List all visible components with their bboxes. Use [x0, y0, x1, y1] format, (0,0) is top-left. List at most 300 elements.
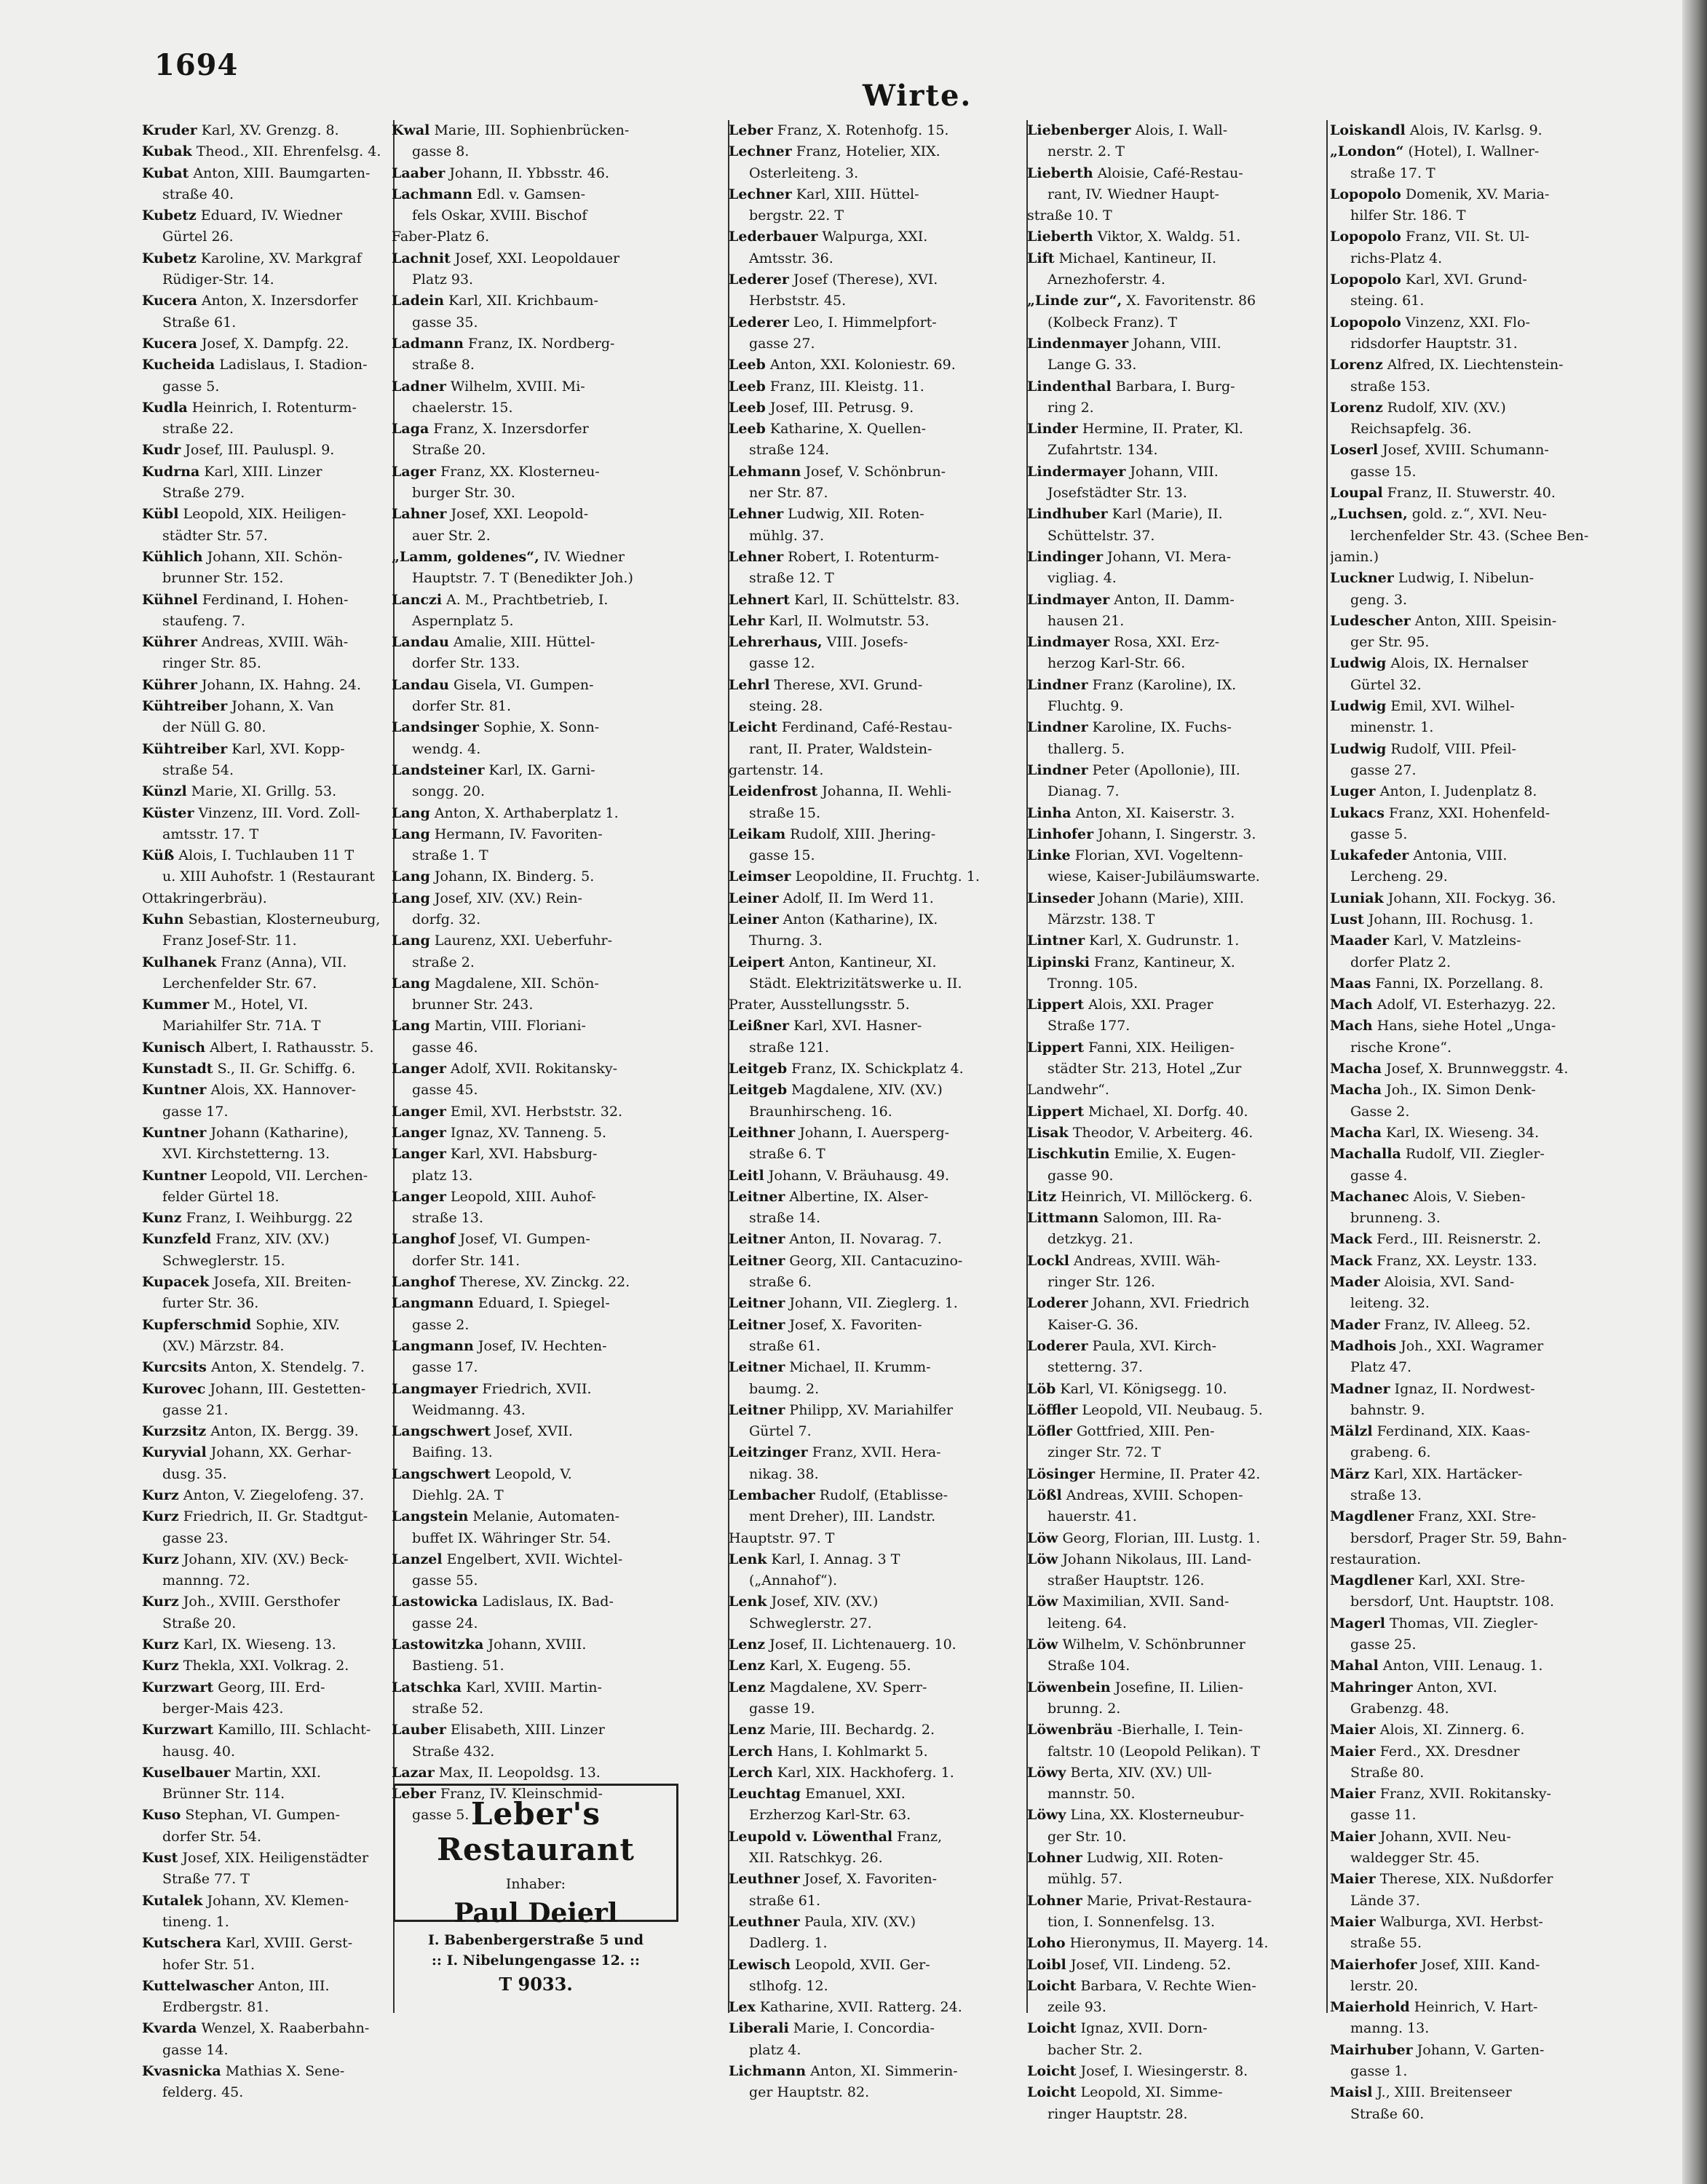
directory-columns: [142, 120, 1656, 2129]
entry-details: Anton, X. Inzersdorfer: [201, 293, 358, 309]
entry-details: Magdalene, XII. Schön-: [434, 975, 599, 992]
directory-entry: [729, 1741, 1023, 1762]
entry-continuation: dorfg. 32.: [412, 911, 481, 927]
entry-details: Hieronymus, II. Mayerg. 14.: [1069, 1935, 1269, 1952]
entry-details: Eduard, IV. Wiedner: [200, 207, 343, 224]
entry-continuation: nerstr. 2. T: [1047, 143, 1125, 160]
directory-entry: [1027, 952, 1321, 995]
directory-entry: [1330, 2082, 1624, 2125]
entry-surname: Maier: [1330, 1828, 1376, 1845]
entry-details: Alois, XI. Zinnerg. 6.: [1379, 1722, 1525, 1738]
entry-details: Franz, II. Stuwerstr. 40.: [1387, 485, 1556, 502]
entry-surname: Langhof: [392, 1231, 456, 1248]
entry-surname: Leiner: [729, 890, 779, 906]
entry-surname: Lift: [1027, 250, 1055, 266]
entry-continuation: hausen 21.: [1047, 612, 1125, 629]
entry-surname: Lenz: [729, 1679, 766, 1696]
entry-surname: Lembacher: [729, 1487, 815, 1503]
directory-entry: [1027, 1891, 1321, 1934]
entry-details: Franz, X. Rotenhofg. 15.: [777, 122, 949, 138]
entry-continuation: furter Str. 36.: [162, 1295, 259, 1312]
directory-entry: [1027, 333, 1321, 376]
entry-details: Alois, IV. Karlsg. 9.: [1409, 122, 1542, 138]
entry-details: Emanuel, XXI.: [805, 1786, 906, 1803]
entry-continuation: XVI. Kirchstetterng. 13.: [162, 1146, 330, 1163]
entry-details: Michael, II. Krumm-: [789, 1359, 931, 1376]
entry-details: Wilhelm, XVIII. Mi-: [450, 378, 585, 395]
entry-surname: Litz: [1027, 1188, 1057, 1205]
entry-surname: „Lamm, goldenes“,: [392, 548, 539, 565]
entry-details: Josef, XIV. (XV.): [771, 1594, 879, 1610]
entry-surname: Lorenz: [1330, 357, 1383, 373]
directory-entry: [392, 1677, 686, 1720]
entry-continuation: gasse 15.: [1350, 463, 1417, 480]
entry-surname: Mader: [1330, 1316, 1380, 1333]
entry-continuation: Platz 93.: [412, 272, 474, 288]
entry-surname: Leidenfrost: [729, 783, 818, 800]
entry-surname: Lastowicka: [392, 1594, 478, 1610]
entry-surname: Laga: [392, 421, 429, 438]
directory-entry: [1330, 1016, 1624, 1059]
entry-surname: Lopopolo: [1330, 186, 1401, 202]
entry-details: Alois, I. Wall-: [1135, 122, 1228, 138]
entry-surname: Löw: [1027, 1551, 1058, 1567]
directory-entry: [729, 1655, 1023, 1677]
directory-entry: [729, 1357, 1023, 1400]
entry-surname: Kuttelwascher: [142, 1977, 254, 1994]
entry-surname: Mader: [1330, 1274, 1380, 1291]
entry-details: Josef, XVII.: [495, 1423, 573, 1440]
entry-continuation: hilfer Str. 186. T: [1350, 207, 1466, 224]
entry-surname: Leitgeb: [729, 1061, 788, 1077]
entry-surname: Machalla: [1330, 1146, 1401, 1163]
entry-details: Magdalene, XIV. (XV.): [791, 1082, 943, 1099]
entry-surname: Lauber: [392, 1722, 446, 1738]
entry-details: Melanie, Automaten-: [472, 1508, 620, 1525]
entry-continuation: rant, II. Prater, Waldstein-: [749, 740, 932, 757]
entry-details: Hermine, II. Prater, Kl.: [1082, 421, 1243, 438]
directory-entry: [729, 1591, 1023, 1634]
entry-surname: Kust: [142, 1850, 178, 1867]
entry-details: Karl, XVI. Hasner-: [793, 1018, 922, 1034]
directory-entry: [1330, 355, 1624, 397]
entry-surname: Ludescher: [1330, 612, 1411, 629]
entry-continuation: rant, IV. Wiedner Haupt-: [1047, 186, 1219, 202]
entry-details: Martin, XXI.: [234, 1764, 321, 1781]
entry-surname: Leitner: [729, 1252, 785, 1269]
entry-surname: Leitgeb: [729, 1082, 788, 1099]
entry-details: Friedrich, XVII.: [482, 1380, 592, 1397]
entry-surname: Lenk: [729, 1551, 767, 1567]
entry-details: Leopold, XIII. Auhof-: [450, 1188, 596, 1205]
entry-continuation: ringer Hauptstr. 28.: [1047, 2105, 1188, 2122]
entry-details: Johann, XII. Fockyg. 36.: [1387, 890, 1556, 906]
entry-surname: Lischkutin: [1027, 1146, 1110, 1163]
entry-details: Laurenz, XXI. Ueberfuhr-: [434, 933, 613, 949]
entry-surname: Madhois: [1330, 1337, 1397, 1354]
directory-entry: [1330, 440, 1624, 483]
entry-surname: Leeb: [729, 421, 766, 438]
entry-continuation: Zufahrtstr. 134.: [1047, 442, 1158, 459]
directory-entry: [1330, 312, 1624, 355]
entry-surname: Leitner: [729, 1295, 785, 1312]
directory-entry: [392, 973, 686, 1016]
entry-surname: Leitner: [729, 1316, 785, 1333]
entry-details: Ferdinand, I. Hohen-: [202, 591, 349, 608]
entry-surname: Linseder: [1027, 890, 1095, 906]
entry-details: X. Favoritenstr. 86: [1126, 293, 1256, 309]
entry-details: Albert, I. Rathausstr. 5.: [210, 1039, 374, 1056]
directory-entry: [1330, 226, 1624, 269]
entry-surname: Kührer: [142, 634, 197, 651]
entry-surname: Langer: [392, 1103, 446, 1120]
entry-details: restauration.: [1330, 1551, 1422, 1567]
entry-surname: Ludwig: [1330, 698, 1387, 715]
column-3: [729, 120, 1023, 2129]
entry-details: Joh., XVIII. Gersthofer: [183, 1594, 340, 1610]
directory-entry: [1330, 739, 1624, 782]
entry-continuation: Schweglerstr. 27.: [749, 1615, 872, 1631]
entry-details: Sebastian, Klosterneuburg,: [188, 911, 381, 927]
directory-entry: [1330, 1784, 1624, 1827]
entry-details: Johann, XX. Gerhar-: [210, 1444, 352, 1461]
directory-entry: [392, 1059, 686, 1101]
entry-surname: Kurz: [142, 1594, 179, 1610]
advert-phone: T 9033.: [499, 1974, 573, 1995]
entry-surname: Leithner: [729, 1124, 796, 1141]
entry-surname: Leicht: [729, 719, 777, 736]
directory-entry: [1027, 376, 1321, 419]
entry-surname: Lang: [392, 933, 430, 949]
entry-details: Johann, I. Singerstr. 3.: [1098, 826, 1256, 842]
entry-surname: Lehmann: [729, 463, 801, 480]
entry-surname: Kühlich: [142, 548, 203, 565]
entry-details: Marie, XI. Grillg. 53.: [191, 783, 337, 800]
entry-continuation: straße 12. T: [749, 570, 834, 587]
entry-details: Marie, Privat-Restaura-: [1086, 1892, 1252, 1909]
entry-surname: Lichmann: [729, 2063, 807, 2080]
directory-entry: [1027, 717, 1321, 760]
entry-surname: Loicht: [1027, 2063, 1077, 2080]
entry-surname: Lachmann: [392, 186, 473, 202]
entry-surname: Leitner: [729, 1231, 785, 1248]
entry-continuation: Reichsapfelg. 36.: [1350, 421, 1472, 438]
entry-surname: Kudr: [142, 442, 181, 459]
directory-entry: [392, 419, 686, 462]
entry-details: Karl, X. Eugeng. 55.: [769, 1658, 911, 1674]
page-edge-shadow: [1682, 0, 1707, 2184]
directory-entry: [1330, 120, 1624, 141]
directory-entry: [1330, 1741, 1624, 1784]
entry-surname: Maier: [1330, 1871, 1376, 1888]
directory-entry: [1330, 994, 1624, 1016]
entry-continuation: Gasse 2.: [1350, 1103, 1410, 1120]
entry-details: Karl, XVIII. Gerst-: [226, 1935, 353, 1952]
entry-surname: Löwenbräu: [1027, 1722, 1113, 1738]
entry-details: Franz, III. Kleistg. 11.: [769, 378, 924, 395]
entry-continuation: Straße 104.: [1047, 1658, 1130, 1674]
entry-details: Alois, V. Sieben-: [1413, 1188, 1526, 1205]
entry-surname: Löw: [1027, 1637, 1058, 1653]
entry-details: Franz, XX. Leystr. 133.: [1377, 1252, 1537, 1269]
entry-surname: Kuhn: [142, 911, 184, 927]
directory-entry: [729, 269, 1023, 312]
entry-details: S., II. Gr. Schiffg. 6.: [217, 1061, 356, 1077]
entry-surname: Leeb: [729, 357, 766, 373]
entry-continuation: Herbststr. 45.: [749, 293, 847, 309]
entry-details: Aloisie, Café-Restau-: [1097, 165, 1243, 181]
entry-continuation: herzog Karl-Str. 66.: [1047, 655, 1186, 672]
entry-details: J., XIII. Breitenseer: [1377, 2084, 1512, 2101]
entry-continuation: wiese, Kaiser-Jubiläumswarte.: [1047, 869, 1260, 885]
entry-continuation: Diehlg. 2A. T: [412, 1487, 504, 1503]
entry-surname: Langer: [392, 1146, 446, 1163]
entry-details: Rudolf, XIII. Jhering-: [790, 826, 936, 842]
entry-surname: Lösinger: [1027, 1465, 1096, 1482]
entry-surname: Kubetz: [142, 250, 197, 266]
entry-continuation: Straße 20.: [162, 1615, 237, 1631]
entry-surname: Lipinski: [1027, 954, 1090, 970]
entry-continuation: gasse 24.: [412, 1615, 478, 1631]
entry-continuation: städter Str. 57.: [162, 527, 268, 544]
entry-surname: Kubat: [142, 165, 189, 181]
entry-details: Leo, I. Himmelpfort-: [793, 314, 937, 331]
directory-entry: [729, 994, 1023, 1016]
entry-continuation: steing. 61.: [1350, 293, 1425, 309]
entry-surname: Loicht: [1027, 2084, 1077, 2101]
entry-continuation: straße 121.: [749, 1039, 830, 1056]
entry-continuation: Märzstr. 138. T: [1047, 911, 1155, 927]
entry-details: Wenzel, X. Raaberbahn-: [201, 2020, 370, 2037]
entry-continuation: fels Oskar, XVIII. Bischof: [412, 207, 587, 224]
directory-entry: [1330, 1912, 1624, 1955]
entry-continuation: ridsdorfer Hauptstr. 31.: [1350, 335, 1518, 352]
entry-surname: Loupal: [1330, 485, 1383, 502]
entry-surname: Kubak: [142, 143, 192, 160]
column-5: [1330, 120, 1624, 2129]
entry-surname: Kummer: [142, 997, 210, 1013]
directory-entry: [392, 824, 686, 867]
entry-surname: Kunstadt: [142, 1061, 213, 1077]
entry-details: Karl, XVI. Kopp-: [231, 740, 345, 757]
entry-continuation: dorfer Str. 133.: [412, 655, 520, 672]
directory-entry: [729, 1400, 1023, 1443]
directory-entry: [1027, 205, 1321, 226]
entry-continuation: detzkyg. 21.: [1047, 1231, 1133, 1248]
entry-details: Karl, VI. Königsegg. 10.: [1060, 1380, 1227, 1397]
entry-details: Johann, XVI. Friedrich: [1092, 1295, 1250, 1312]
entry-details: Johann Nikolaus, III. Land-: [1062, 1551, 1252, 1567]
entry-surname: Lenz: [729, 1658, 766, 1674]
directory-entry: [729, 909, 1023, 952]
entry-surname: Luckner: [1330, 570, 1394, 587]
entry-details: Josef, XVIII. Schumann-: [1382, 442, 1549, 459]
entry-surname: Kulhanek: [142, 954, 217, 970]
entry-surname: Kurzwart: [142, 1679, 214, 1696]
entry-surname: Kuselbauer: [142, 1764, 231, 1781]
entry-surname: Lex: [729, 1999, 756, 2016]
entry-details: Franz, XX. Klosterneu-: [440, 463, 600, 480]
entry-surname: Liebenberger: [1027, 122, 1131, 138]
entry-details: Michael, Kantineur, II.: [1058, 250, 1217, 266]
directory-entry: [392, 717, 686, 760]
entry-details: Josef, XXI. Leopold-: [451, 506, 589, 523]
entry-details: Michael, XI. Dorfg. 40.: [1088, 1103, 1248, 1120]
entry-details: Johann (Katharine),: [210, 1124, 349, 1141]
entry-surname: Kuso: [142, 1807, 181, 1824]
directory-entry: [1027, 1123, 1321, 1144]
directory-entry: [1027, 1293, 1321, 1336]
directory-entry: [392, 675, 686, 718]
entry-surname: Leiner: [729, 911, 779, 927]
entry-details: Anton, XI. Simmerin-: [810, 2063, 958, 2080]
entry-continuation: Straße 177.: [1047, 1018, 1130, 1034]
entry-surname: Lohner: [1027, 1892, 1082, 1909]
entry-details: Maximilian, XVII. Sand-: [1062, 1594, 1229, 1610]
entry-surname: Langschwert: [392, 1423, 491, 1440]
entry-details: Josef, XXI. Leopoldauer: [454, 250, 620, 266]
entry-details: Kamillo, III. Schlacht-: [218, 1722, 371, 1738]
directory-entry: [1330, 1421, 1624, 1464]
entry-surname: Kutschera: [142, 1935, 222, 1952]
directory-entry: [729, 1720, 1023, 1741]
entry-surname: Macha: [1330, 1082, 1382, 1099]
entry-details: straße 10. T: [1027, 207, 1112, 224]
directory-entry: [1027, 1805, 1321, 1848]
entry-continuation: ger Str. 10.: [1047, 1828, 1127, 1845]
directory-entry: [729, 590, 1023, 611]
directory-entry: [729, 462, 1023, 505]
entry-continuation: XII. Ratschkyg. 26.: [749, 1850, 883, 1867]
entry-continuation: staufeng. 7.: [162, 612, 245, 629]
entry-surname: Lang: [392, 869, 430, 885]
entry-surname: Kühtreiber: [142, 698, 228, 715]
entry-details: Marie, III. Bechardg. 2.: [769, 1722, 935, 1738]
entry-surname: Leitner: [729, 1188, 785, 1205]
entry-surname: Kurovec: [142, 1380, 206, 1397]
entry-surname: Leuthner: [729, 1871, 800, 1888]
entry-continuation: straße 8.: [412, 357, 475, 373]
entry-continuation: platz 13.: [412, 1167, 473, 1184]
entry-surname: Maisl: [1330, 2084, 1373, 2101]
entry-continuation: dorfer Str. 54.: [162, 1828, 262, 1845]
entry-continuation: ring 2.: [1047, 399, 1094, 416]
entry-surname: Kruder: [142, 122, 197, 138]
directory-entry: [729, 1315, 1023, 1358]
entry-details: Sophie, XIV.: [256, 1316, 340, 1333]
entry-continuation: Erzherzog Karl-Str. 63.: [749, 1807, 911, 1824]
directory-entry: [1027, 2061, 1321, 2082]
entry-details: Andreas, XVIII. Wäh-: [201, 634, 349, 651]
entry-details: Therese, XIX. Nußdorfer: [1379, 1871, 1553, 1888]
entry-details: Walburga, XVI. Herbst-: [1379, 1913, 1543, 1930]
directory-entry: [1330, 930, 1624, 973]
entry-details: Philipp, XV. Mariahilfer: [789, 1401, 954, 1418]
directory-entry: [1027, 632, 1321, 675]
entry-surname: Linke: [1027, 847, 1071, 864]
entry-continuation: („Annahof“).: [749, 1572, 838, 1589]
entry-surname: Macha: [1330, 1061, 1382, 1077]
entry-surname: Langmann: [392, 1337, 474, 1354]
entry-continuation: platz 4.: [749, 2041, 801, 2058]
directory-entry: [1027, 163, 1321, 206]
entry-surname: Landau: [392, 676, 449, 693]
entry-surname: Leimser: [729, 869, 791, 885]
entry-surname: Langschwert: [392, 1465, 491, 1482]
entry-surname: Ludwig: [1330, 655, 1387, 672]
directory-entry: [1330, 1229, 1624, 1250]
entry-surname: Leitl: [729, 1167, 764, 1184]
entry-details: Karl, I. Annag. 3 T: [771, 1551, 900, 1567]
entry-details: Friedrich, II. Gr. Stadtgut-: [183, 1508, 368, 1525]
entry-continuation: Baifing. 13.: [412, 1444, 493, 1461]
entry-continuation: amtsstr. 17. T: [162, 826, 259, 842]
directory-entry: [729, 1123, 1023, 1166]
entry-details: Wilhelm, V. Schönbrunner: [1062, 1637, 1245, 1653]
entry-surname: Magdlener: [1330, 1572, 1414, 1589]
entry-continuation: Dianag. 7.: [1047, 783, 1120, 800]
directory-entry: [1027, 504, 1321, 547]
entry-details: Josef, V. Schönbrun-: [805, 463, 946, 480]
directory-entry: [1330, 1144, 1624, 1187]
entry-surname: Lindermayer: [1027, 463, 1126, 480]
entry-continuation: straße 55.: [1350, 1935, 1422, 1952]
entry-continuation: Rüdiger-Str. 14.: [162, 272, 274, 288]
entry-surname: Lindner: [1027, 676, 1088, 693]
entry-surname: Löb: [1027, 1380, 1056, 1397]
entry-details: Josefine, II. Lilien-: [1114, 1679, 1243, 1696]
entry-details: Heinrich, VI. Millöckerg. 6.: [1061, 1188, 1253, 1205]
entry-details: -Bierhalle, I. Tein-: [1117, 1722, 1243, 1738]
directory-entry: [1027, 462, 1321, 505]
entry-details: Johann, III. Rochusg. 1.: [1368, 911, 1534, 927]
entry-continuation: hofer Str. 51.: [162, 1956, 256, 1973]
entry-details: Marie, I. Concordia-: [793, 2020, 935, 2037]
entry-continuation: Straße 60.: [1350, 2105, 1425, 2122]
directory-entry: [392, 120, 686, 163]
entry-surname: Liberali: [729, 2020, 789, 2037]
entry-surname: Maas: [1330, 975, 1371, 992]
entry-details: Karl, IX. Wieseng. 34.: [1386, 1124, 1540, 1141]
entry-details: Fanni, XIX. Heiligen-: [1088, 1039, 1235, 1056]
entry-surname: März: [1330, 1465, 1370, 1482]
entry-continuation: Kaiser-G. 36.: [1047, 1316, 1138, 1333]
entry-continuation: Erdbergstr. 81.: [162, 1999, 269, 2016]
entry-surname: Leitner: [729, 1401, 785, 1418]
directory-entry: [392, 1336, 686, 1379]
entry-details: Johann, IX. Binderg. 5.: [434, 869, 595, 885]
entry-surname: Lenz: [729, 1637, 766, 1653]
entry-surname: Kurz: [142, 1508, 179, 1525]
directory-entry: [1027, 888, 1321, 931]
entry-surname: Lindner: [1027, 761, 1088, 778]
entry-surname: Leikam: [729, 826, 786, 842]
entry-surname: Lahner: [392, 506, 447, 523]
entry-details: Adolf, XVII. Rokitansky-: [450, 1061, 618, 1077]
entry-surname: Madner: [1330, 1380, 1390, 1397]
entry-details: Franz, X. Inzersdorfer: [433, 421, 589, 438]
entry-surname: Lohner: [1027, 1850, 1082, 1867]
entry-details: Georg, III. Erd-: [218, 1679, 325, 1696]
entry-details: Johann, V. Bräuhausg. 49.: [768, 1167, 949, 1184]
entry-details: Franz, VII. St. Ul-: [1405, 229, 1529, 245]
entry-surname: Lehrerhaus,: [729, 634, 823, 651]
directory-entry: [1027, 226, 1321, 248]
entry-details: Rudolf, XIV. (XV.): [1387, 399, 1506, 416]
directory-entry: [729, 355, 1023, 376]
entry-details: Josef, I. Wiesingerstr. 8.: [1080, 2063, 1248, 2080]
entry-continuation: gasse 5.: [162, 378, 220, 395]
